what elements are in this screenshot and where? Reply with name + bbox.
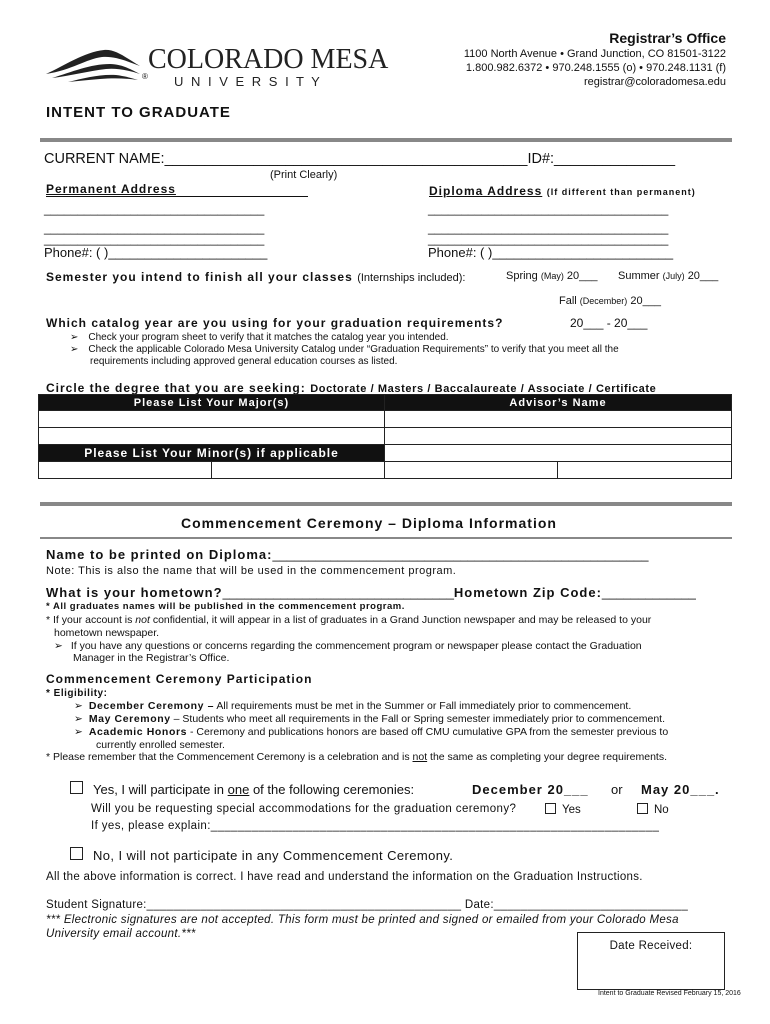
arrow-bullet-icon: ➢	[74, 700, 83, 712]
honors-text: - Ceremony and publications honors are based off CMU cumulative GPA from the semester previous to	[190, 726, 669, 738]
degree-label: Circle the degree that you are seeking:	[46, 381, 306, 395]
university-subname: U N I V E R S I T Y	[174, 74, 322, 89]
spring-year: 20___	[566, 270, 598, 282]
confidential-a: * If your account is	[46, 614, 136, 626]
print-clearly-note: (Print Clearly)	[270, 169, 338, 181]
accom-no-label: No	[654, 804, 669, 816]
arrow-bullet-icon: ➢	[74, 726, 83, 738]
diploma-name-line: ____________________________________________________	[272, 547, 649, 562]
yes-participate-row	[70, 781, 414, 797]
form-title: INTENT TO GRADUATE	[46, 104, 231, 121]
yes-participate-checkbox[interactable]	[70, 781, 83, 794]
summer-option[interactable]	[618, 270, 718, 282]
summer-year: 20___	[687, 270, 719, 282]
no-participate-checkbox[interactable]	[70, 847, 83, 860]
esignature-note-1: *** Electronic signatures are not accepted. This form must be printed and signed or emailed from your Colorado Mesa	[46, 914, 679, 926]
eligibility-label: * Eligibility:	[46, 688, 108, 699]
questions-note	[54, 640, 642, 652]
registered-mark: ®	[142, 72, 148, 81]
diploma-address-note: (If different than permanent)	[546, 187, 696, 197]
may-text: – Students who meet all requirements in the Fall or Spring semester immediately prior to commencement.	[173, 713, 666, 725]
no-participate-text: No, I will not participate in any Commencement Ceremony.	[93, 848, 454, 863]
spring-note: (May)	[540, 271, 564, 281]
accommodations-question: Will you be requesting special accommodations for the graduation ceremony?	[91, 803, 517, 815]
minor-cell-3[interactable]	[385, 462, 558, 479]
yes-b: of the following ceremonies:	[249, 782, 415, 797]
diploma-name-note: Note: This is also the name that will be used in the commencement program.	[46, 565, 457, 577]
diploma-address-label	[429, 182, 696, 200]
fall-year: 20___	[630, 295, 661, 307]
major-cell-2[interactable]	[39, 428, 385, 445]
hometown-line: ________________________________	[222, 585, 454, 600]
commencement-section-title: Commencement Ceremony – Diploma Information	[181, 515, 557, 531]
fall-note: (December)	[579, 296, 628, 306]
advisor-header: Advisor’s Name	[385, 395, 732, 411]
zip-line: _____________	[601, 585, 696, 600]
diploma-address-title: Diploma Address	[429, 184, 543, 198]
zip-label: Hometown Zip Code:	[453, 585, 602, 600]
minor-cell-4[interactable]	[558, 462, 732, 479]
diploma-name-label: Name to be printed on Diploma:	[46, 547, 273, 562]
esignature-note-2: University email account.***	[46, 928, 196, 940]
date-received-label: Date Received:	[609, 940, 693, 952]
permanent-address-underline	[46, 196, 308, 197]
university-logo	[44, 44, 389, 92]
confidential-not: not	[135, 614, 150, 626]
office-phones: 1.800.982.6372 • 970.248.1555 (o) • 970.248.1131 (f)	[465, 62, 726, 74]
confidential-b: confidential, it will appear in a list of graduates in a Grand Junction newspaper and may be released to your	[149, 614, 652, 626]
permanent-address-line-2[interactable]: _________________________________	[44, 221, 265, 235]
honors-label: Academic Honors	[88, 726, 188, 738]
catalog-bullet-1-text: Check your program sheet to verify that it matches the catalog year you intended.	[88, 332, 449, 343]
hometown-field[interactable]	[46, 585, 696, 600]
honors-eligibility	[74, 726, 668, 738]
registrar-office-info	[464, 30, 726, 88]
catalog-bullet-1	[70, 332, 449, 343]
certification-text: All the above information is correct. I have read and understand the information on the Graduation Instructions.	[46, 871, 643, 883]
all-graduates-note: * All graduates names will be published in the commencement program.	[46, 601, 405, 612]
arrow-bullet-icon: ➢	[70, 344, 79, 355]
date-received-box	[577, 932, 725, 990]
catalog-bullet-2-cont: requirements including approved general education courses as listed.	[90, 356, 398, 367]
arrow-bullet-icon: ➢	[74, 713, 83, 725]
office-address: 1100 North Avenue • Grand Junction, CO 81501-3122	[463, 48, 726, 60]
advisor-cell-1[interactable]	[385, 411, 732, 428]
remember-b: the same as completing your degree requirements.	[427, 751, 667, 763]
minor-cell-1[interactable]	[39, 462, 212, 479]
december-option[interactable]: December 20___	[472, 782, 589, 797]
spring-option[interactable]	[506, 270, 598, 282]
university-name: COLORADO MESA	[148, 44, 389, 75]
semester-label: Semester you intend to finish all your classes	[46, 270, 353, 284]
participation-title: Commencement Ceremony Participation	[46, 672, 313, 686]
questions-text: If you have any questions or concerns regarding the commencement program or newspaper please contact the Graduation	[70, 640, 642, 652]
catalog-question: Which catalog year are you using for your graduation requirements?	[46, 316, 504, 330]
signature-field[interactable]: Student Signature:_______________________________________________ Date:_____________________________	[46, 899, 689, 911]
hometown-label: What is your hometown?	[46, 585, 223, 600]
no-participate-row	[70, 847, 453, 863]
mountain-logo-icon	[44, 44, 144, 84]
permanent-address-line-1[interactable]: _________________________________	[44, 202, 265, 216]
permanent-address-line-3[interactable]: _________________________________	[44, 232, 265, 246]
minors-header: Please List Your Minor(s) if applicable	[39, 445, 385, 462]
december-label: December Ceremony –	[88, 700, 215, 712]
degree-options[interactable]: Doctorate / Masters / Baccalaureate / Associate / Certificate	[310, 383, 657, 395]
advisor-cell-2[interactable]	[385, 428, 732, 445]
remember-a: * Please remember that the Commencement Ceremony is a celebration and is	[46, 751, 413, 763]
explain-field[interactable]: If yes, please explain:__________________________________________________________________	[91, 820, 660, 832]
current-name-field[interactable]: CURRENT NAME:_____________________________________________ID#:_______________	[44, 151, 676, 167]
majors-header: Please List Your Major(s)	[39, 395, 385, 411]
catalog-bullet-2	[70, 344, 619, 355]
or-label: or	[611, 782, 623, 797]
semester-question	[46, 268, 465, 286]
yes-a: Yes, I will participate in	[93, 782, 228, 797]
confidential-note	[46, 614, 651, 626]
divider	[40, 138, 732, 142]
summer-note: (July)	[662, 271, 685, 281]
diploma-address-line-1[interactable]: ____________________________________	[428, 202, 669, 216]
may-option[interactable]: May 20___.	[641, 782, 720, 797]
accommodations-no[interactable]	[637, 803, 669, 816]
accom-yes-checkbox[interactable]	[545, 803, 556, 814]
office-email: registrar@coloradomesa.edu	[583, 76, 726, 88]
remember-note	[46, 751, 667, 763]
catalog-year-field[interactable]: 20___ - 20___	[570, 316, 648, 330]
semester-note: (Internships included):	[357, 272, 466, 284]
december-eligibility	[74, 700, 631, 712]
catalog-bullet-2-text: Check the applicable Colorado Mesa University Catalog under “Graduation Requirements” to verify that you meet all the	[88, 344, 619, 355]
arrow-bullet-icon: ➢	[54, 640, 63, 652]
fall-option[interactable]	[559, 295, 661, 307]
minor-cell-2[interactable]	[212, 462, 385, 479]
office-title: Registrar’s Office	[609, 30, 726, 46]
accom-no-checkbox[interactable]	[637, 803, 648, 814]
section-underline	[40, 537, 732, 539]
accommodations-yes[interactable]	[545, 803, 581, 816]
major-cell-1[interactable]	[39, 411, 385, 428]
arrow-bullet-icon: ➢	[70, 332, 79, 343]
december-text: All requirements must be met in the Summer or Fall immediately prior to commencement.	[216, 700, 632, 712]
revision-note: Intent to Graduate Revised February 15, 2016	[598, 990, 741, 997]
advisor-cell-3[interactable]	[385, 445, 732, 462]
permanent-phone-field[interactable]: Phone#: ( )______________________	[44, 245, 268, 260]
diploma-address-line-3[interactable]: ____________________________________	[428, 232, 669, 246]
divider	[40, 502, 732, 506]
honors-text-cont: currently enrolled semester.	[96, 739, 225, 751]
fall-label: Fall	[559, 295, 577, 307]
questions-note-cont: Manager in the Registrar’s Office.	[73, 652, 230, 664]
may-eligibility	[74, 713, 665, 725]
yes-one: one	[227, 782, 250, 797]
remember-not: not	[412, 751, 428, 763]
permanent-address-label: Permanent Address	[46, 182, 176, 196]
diploma-name-field[interactable]	[46, 547, 648, 562]
summer-label: Summer	[618, 270, 660, 282]
diploma-address-line-2[interactable]: ____________________________________	[428, 221, 669, 235]
diploma-phone-field[interactable]: Phone#: ( )_________________________	[428, 245, 674, 260]
majors-table	[38, 394, 732, 479]
may-label: May Ceremony	[88, 713, 171, 725]
accom-yes-label: Yes	[562, 804, 581, 816]
spring-label: Spring	[506, 270, 538, 282]
confidential-note-cont: hometown newspaper.	[54, 627, 160, 639]
